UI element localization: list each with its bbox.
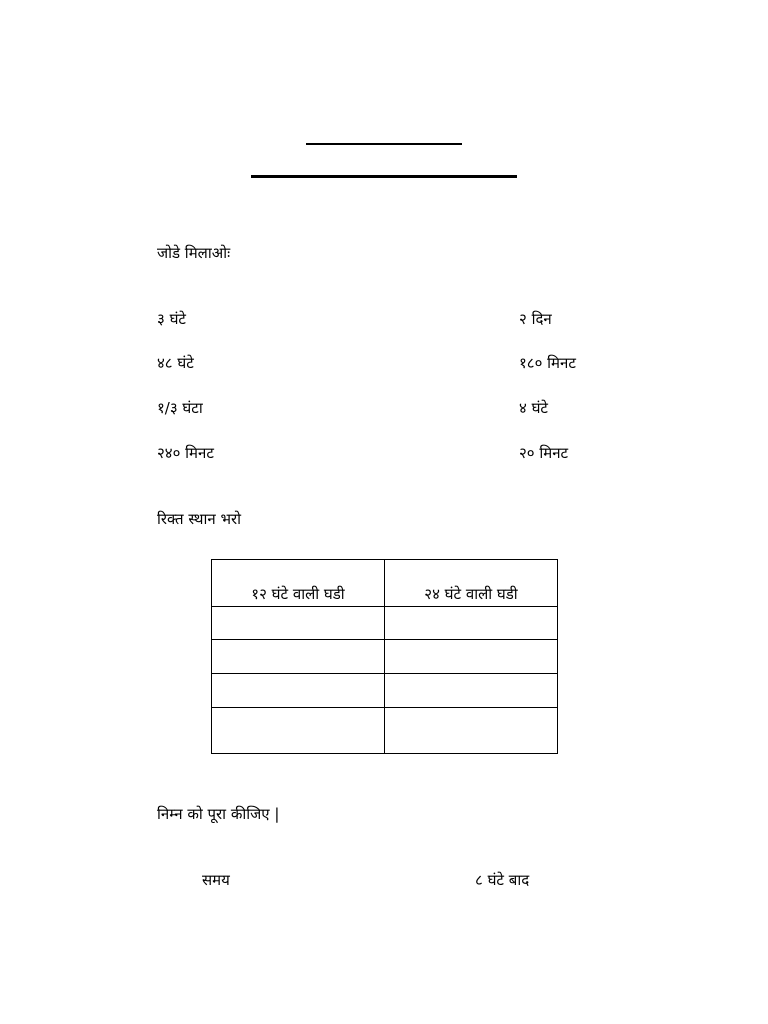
clock-conversion-table	[211, 559, 558, 754]
fill-heading: रिक्त स्थान भरो	[157, 510, 242, 528]
table-cell-12h[interactable]	[212, 674, 385, 708]
table-cell-12h[interactable]	[212, 708, 385, 754]
table-cell-24h[interactable]	[385, 640, 558, 674]
complete-col-after-8-hours: ८ घंटे बाद	[475, 871, 530, 889]
match-left-1: ३ घंटे	[157, 310, 186, 328]
match-left-4: २४० मिनट	[157, 444, 214, 462]
header-12-hour-clock: १२ घंटे वाली घडी	[212, 560, 385, 607]
title-blank-line	[306, 143, 462, 145]
match-heading: जोडे मिलाओः	[157, 244, 231, 262]
table-row	[212, 674, 558, 708]
complete-col-time: समय	[202, 871, 230, 889]
match-right-1: २ दिन	[519, 310, 552, 328]
table-row	[212, 708, 558, 754]
match-left-3: १/३ घंटा	[157, 399, 203, 417]
header-24-hour-clock: २४ घंटे वाली घडी	[385, 560, 558, 607]
table-cell-24h[interactable]	[385, 674, 558, 708]
match-right-2: १८० मिनट	[519, 354, 576, 372]
table-row	[212, 640, 558, 674]
subtitle-blank-line	[251, 175, 517, 178]
table-row	[212, 607, 558, 640]
table-cell-24h[interactable]	[385, 708, 558, 754]
table-header-row	[212, 560, 558, 607]
match-left-2: ४८ घंटे	[157, 354, 194, 372]
match-right-4: २० मिनट	[519, 444, 569, 462]
match-right-3: ४ घंटे	[519, 399, 548, 417]
table-cell-12h[interactable]	[212, 640, 385, 674]
table-cell-24h[interactable]	[385, 607, 558, 640]
complete-heading: निम्न को पूरा कीजिए |	[157, 805, 280, 823]
table-cell-12h[interactable]	[212, 607, 385, 640]
